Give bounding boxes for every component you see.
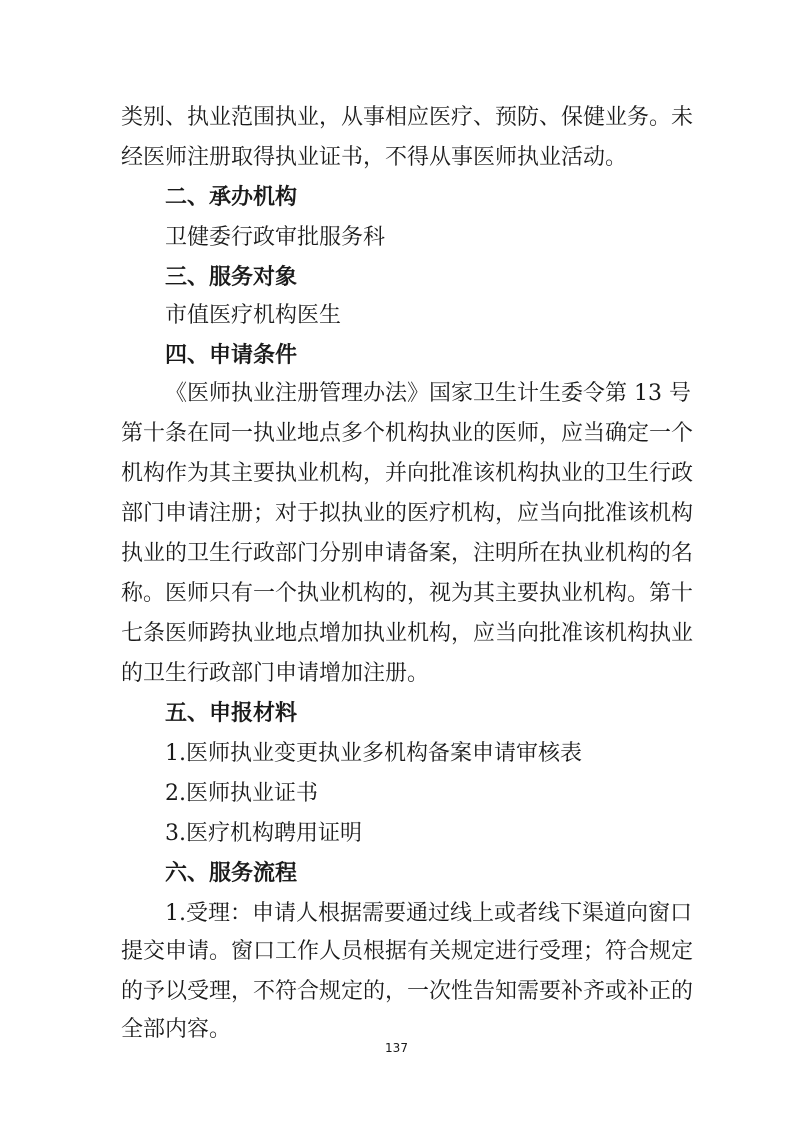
section-heading: 五、申报材料 xyxy=(165,701,298,726)
body-line: 经医师注册取得执业证书，不得从事医师执业活动。 xyxy=(121,145,628,170)
body-line: 七条医师跨执业地点增加执业机构，应当向批准该机构执业 xyxy=(121,621,694,646)
body-line: 卫健委行政审批服务科 xyxy=(165,225,386,250)
section-heading: 三、服务对象 xyxy=(165,265,298,290)
body-line: 部门申请注册；对于拟执业的医疗机构，应当向批准该机构 xyxy=(121,501,694,526)
body-line: 1.受理：申请人根据需要通过线上或者线下渠道向窗口 xyxy=(165,901,692,926)
list-item: 1.医师执业变更执业多机构备案申请审核表 xyxy=(165,741,582,766)
body-line: 全部内容。 xyxy=(121,1017,232,1042)
section-heading: 四、申请条件 xyxy=(165,343,298,368)
body-line: 的卫生行政部门申请增加注册。 xyxy=(121,661,430,686)
body-line: 的予以受理，不符合规定的，一次性告知需要补齐或补正的 xyxy=(121,979,694,1004)
body-line: 类别、执业范围执业，从事相应医疗、预防、保健业务。未 xyxy=(121,105,694,130)
body-line: 提交申请。窗口工作人员根据有关规定进行受理；符合规定 xyxy=(121,939,694,964)
body-line: 执业的卫生行政部门分别申请备案，注明所在执业机构的名 xyxy=(121,541,694,566)
section-heading: 六、服务流程 xyxy=(165,861,298,886)
body-line: 市值医疗机构医生 xyxy=(165,303,342,328)
body-line: 称。医师只有一个执业机构的，视为其主要执业机构。第十 xyxy=(121,581,694,606)
page-number: 137 xyxy=(385,1041,408,1055)
body-line: 机构作为其主要执业机构，并向批准该机构执业的卫生行政 xyxy=(121,461,694,486)
section-heading: 二、承办机构 xyxy=(165,185,298,210)
list-item: 2.医师执业证书 xyxy=(165,781,318,806)
list-item: 3.医疗机构聘用证明 xyxy=(165,821,362,846)
body-line: 第十条在同一执业地点多个机构执业的医师，应当确定一个 xyxy=(121,421,694,446)
body-line: 《医师执业注册管理办法》国家卫生计生委令第 13 号 xyxy=(165,381,691,406)
